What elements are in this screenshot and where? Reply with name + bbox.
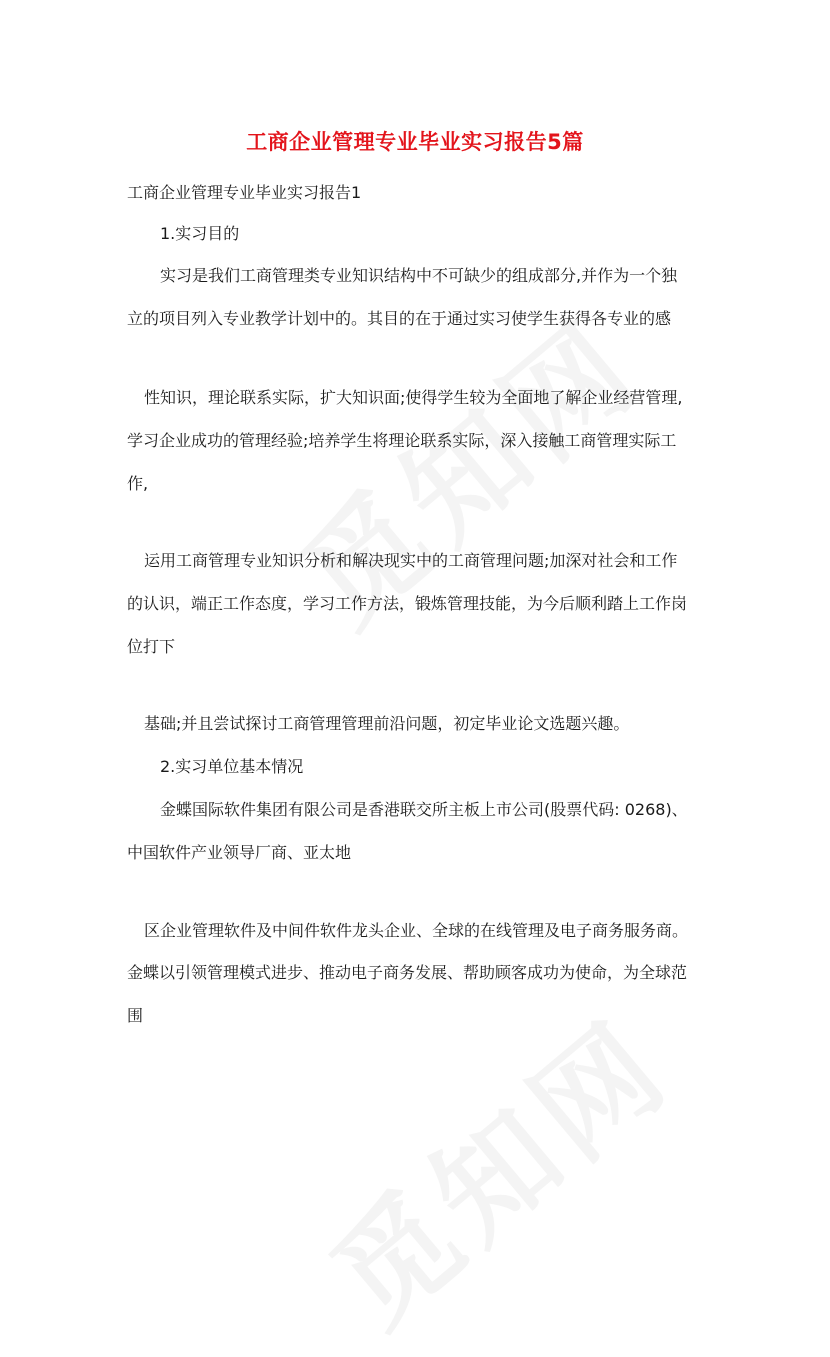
- paragraph-line: 位打下: [127, 637, 176, 656]
- paragraph-line: 中国软件产业领导厂商、亚太地: [127, 843, 352, 862]
- paragraph-line: 作,: [127, 474, 149, 493]
- paragraph-line: 金蝶以引领管理模式进步、推动电子商务发展、帮助顾客成功为使命，为全球范: [127, 963, 688, 982]
- paragraph-line: 的认识，端正工作态度，学习工作方法，锻炼管理技能，为今后顺利踏上工作岗: [127, 594, 688, 613]
- watermark: [290, 975, 699, 1357]
- paragraph-line: 学习企业成功的管理经验;培养学生将理论联系实际，深入接触工商管理实际工: [127, 431, 677, 450]
- paragraph-line: 运用工商管理专业知识分析和解决现实中的工商管理问题;加深对社会和工作: [144, 551, 678, 570]
- section-heading: 1.实习目的: [160, 224, 240, 243]
- paragraph-line: 基础;并且尝试探讨工商管理管理前沿问题，初定毕业论文选题兴趣。: [144, 714, 630, 733]
- paragraph-line: 实习是我们工商管理类专业知识结构中不可缺少的组成部分,并作为一个独: [160, 266, 678, 285]
- paragraph-line: 围: [127, 1006, 144, 1025]
- paragraph-line: 立的项目列入专业教学计划中的。其目的在于通过实习使学生获得各专业的感: [127, 309, 672, 328]
- report-subtitle: 工商企业管理专业毕业实习报告1: [127, 183, 362, 202]
- section-heading: 2.实习单位基本情况: [160, 757, 304, 776]
- paragraph-line: 金蝶国际软件集团有限公司是香港联交所主板上市公司(股票代码: 0268)、: [160, 800, 688, 819]
- document-title: 工商企业管理专业毕业实习报告5篇: [246, 130, 584, 154]
- paragraph-line: 区企业管理软件及中间件软件龙头企业、全球的在线管理及电子商务服务商。: [144, 921, 689, 940]
- paragraph-line: 性知识，理论联系实际，扩大知识面;使得学生较为全面地了解企业经营管理,: [144, 388, 683, 407]
